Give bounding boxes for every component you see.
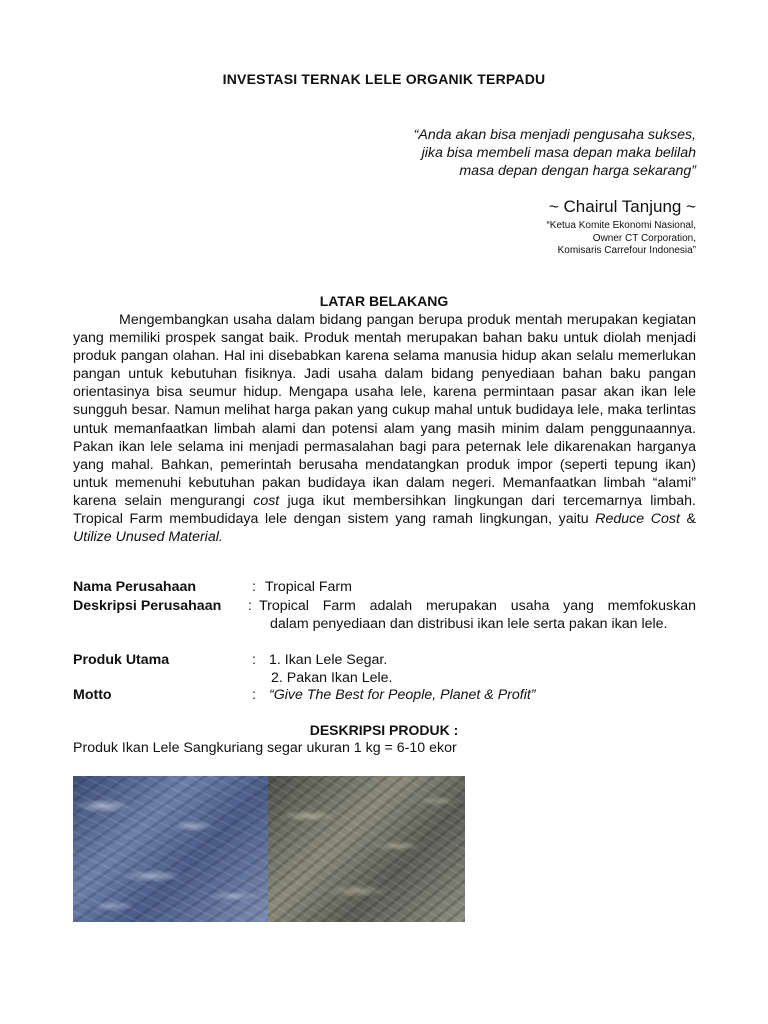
company-name-label: Nama Perusahaan [73, 579, 197, 595]
ampersand: & [686, 511, 697, 528]
cost-word: cost [253, 492, 280, 509]
affiliation-line: Owner CT Corporation, [592, 232, 696, 244]
company-description-row [73, 598, 696, 652]
colon: : [252, 579, 256, 595]
product-description-text: Produk Ikan Lele Sangkuriang segar ukuran 1 kg = 6-10 ekor [73, 740, 457, 756]
motto-label: Motto [73, 687, 112, 703]
colon: : [252, 687, 256, 703]
main-product-list [269, 652, 392, 687]
colon: : [248, 598, 252, 614]
quote-line: “Anda akan bisa menjadi pengusaha sukses, [413, 127, 696, 143]
reduce-cost-phrase: Reduce Cost [595, 511, 680, 528]
affiliation-line: Komisaris Carrefour Indonesia” [557, 245, 696, 256]
colon: : [252, 652, 256, 668]
background-heading: LATAR BELAKANG [319, 293, 449, 309]
company-name-value: Tropical Farm [265, 579, 352, 595]
product-description-heading: DESKRIPSI PRODUK : [309, 722, 459, 738]
catfish-photo-strip [73, 776, 465, 922]
product-item: 1. Ikan Lele Segar. [269, 652, 388, 668]
motto-value: “Give The Best for People, Planet & Profit” [269, 687, 536, 703]
quote-line: masa depan dengan harga sekarang” [459, 163, 696, 179]
author-affiliation [546, 220, 696, 258]
company-description-continuation: dalam penyediaan dan distribusi ikan lele serta pakan ikan lele. [270, 615, 668, 632]
paragraph-main-text: Mengembangkan usaha dalam bidang pangan berupa produk mentah merupakan kegiatan yang memiliki prospek sangat baik. Produk mentah merupakan bahan baku untuk diolah menjadi produk pangan olahan. Hal ini disebabkan karena selama manusia hidup akan selalu memerlukan pangan untuk kebutuhan fisiknya. Jadi usaha dalam bidang penyediaan bahan baku pangan orientasinya bisa seumur hidup. Mengapa usaha lele, karena permintaan pasar akan ikan lele sungguh besar. Namun melihat harga pakan yang cukup mahal untuk budidaya lele, maka terlintas untuk memanfaatkan limbah alami dan potensi alam yang masih minim dalam penggunaannya. Pakan ikan lele selama ini menjadi permasalahan bagi para peternak lele dikarenakan harganya yang mahal. Bahkan, pemerintah berusaha mendatangkan produk impor (seperti tepung ikan) untuk memenuhi kebutuhan pakan budidaya ikan dalam negeri. Memanfaatkan limbah “alami” karena selain mengurangi [73, 312, 696, 509]
utilize-phrase: Utilize Unused Material. [73, 529, 223, 546]
quote-line: jika bisa membeli masa depan maka belilah [421, 145, 696, 161]
opening-quote [276, 126, 696, 180]
document-title: INVESTASI TERNAK LELE ORGANIK TERPADU [222, 71, 546, 87]
background-paragraph [73, 311, 696, 546]
quote-author: ~ Chairul Tanjung ~ [548, 197, 696, 216]
catfish-photo-gray [268, 776, 465, 922]
catfish-photo-blue [73, 776, 268, 922]
company-description-value [259, 598, 696, 633]
product-item: 2. Pakan Ikan Lele. [271, 669, 393, 686]
company-description-label: Deskripsi Perusahaan [73, 598, 222, 614]
paragraph-tail-text: juga ikut membersihkan lingkungan dari tercemarnya limbah. Tropical Farm membudidaya lele dengan sistem yang ramah lingkungan, yaitu [73, 492, 696, 528]
affiliation-line: “Ketua Komite Ekonomi Nasional, [546, 220, 696, 231]
company-description-line: Tropical Farm adalah merupakan usaha yang memfokuskan [259, 598, 696, 614]
main-product-label: Produk Utama [73, 652, 170, 668]
